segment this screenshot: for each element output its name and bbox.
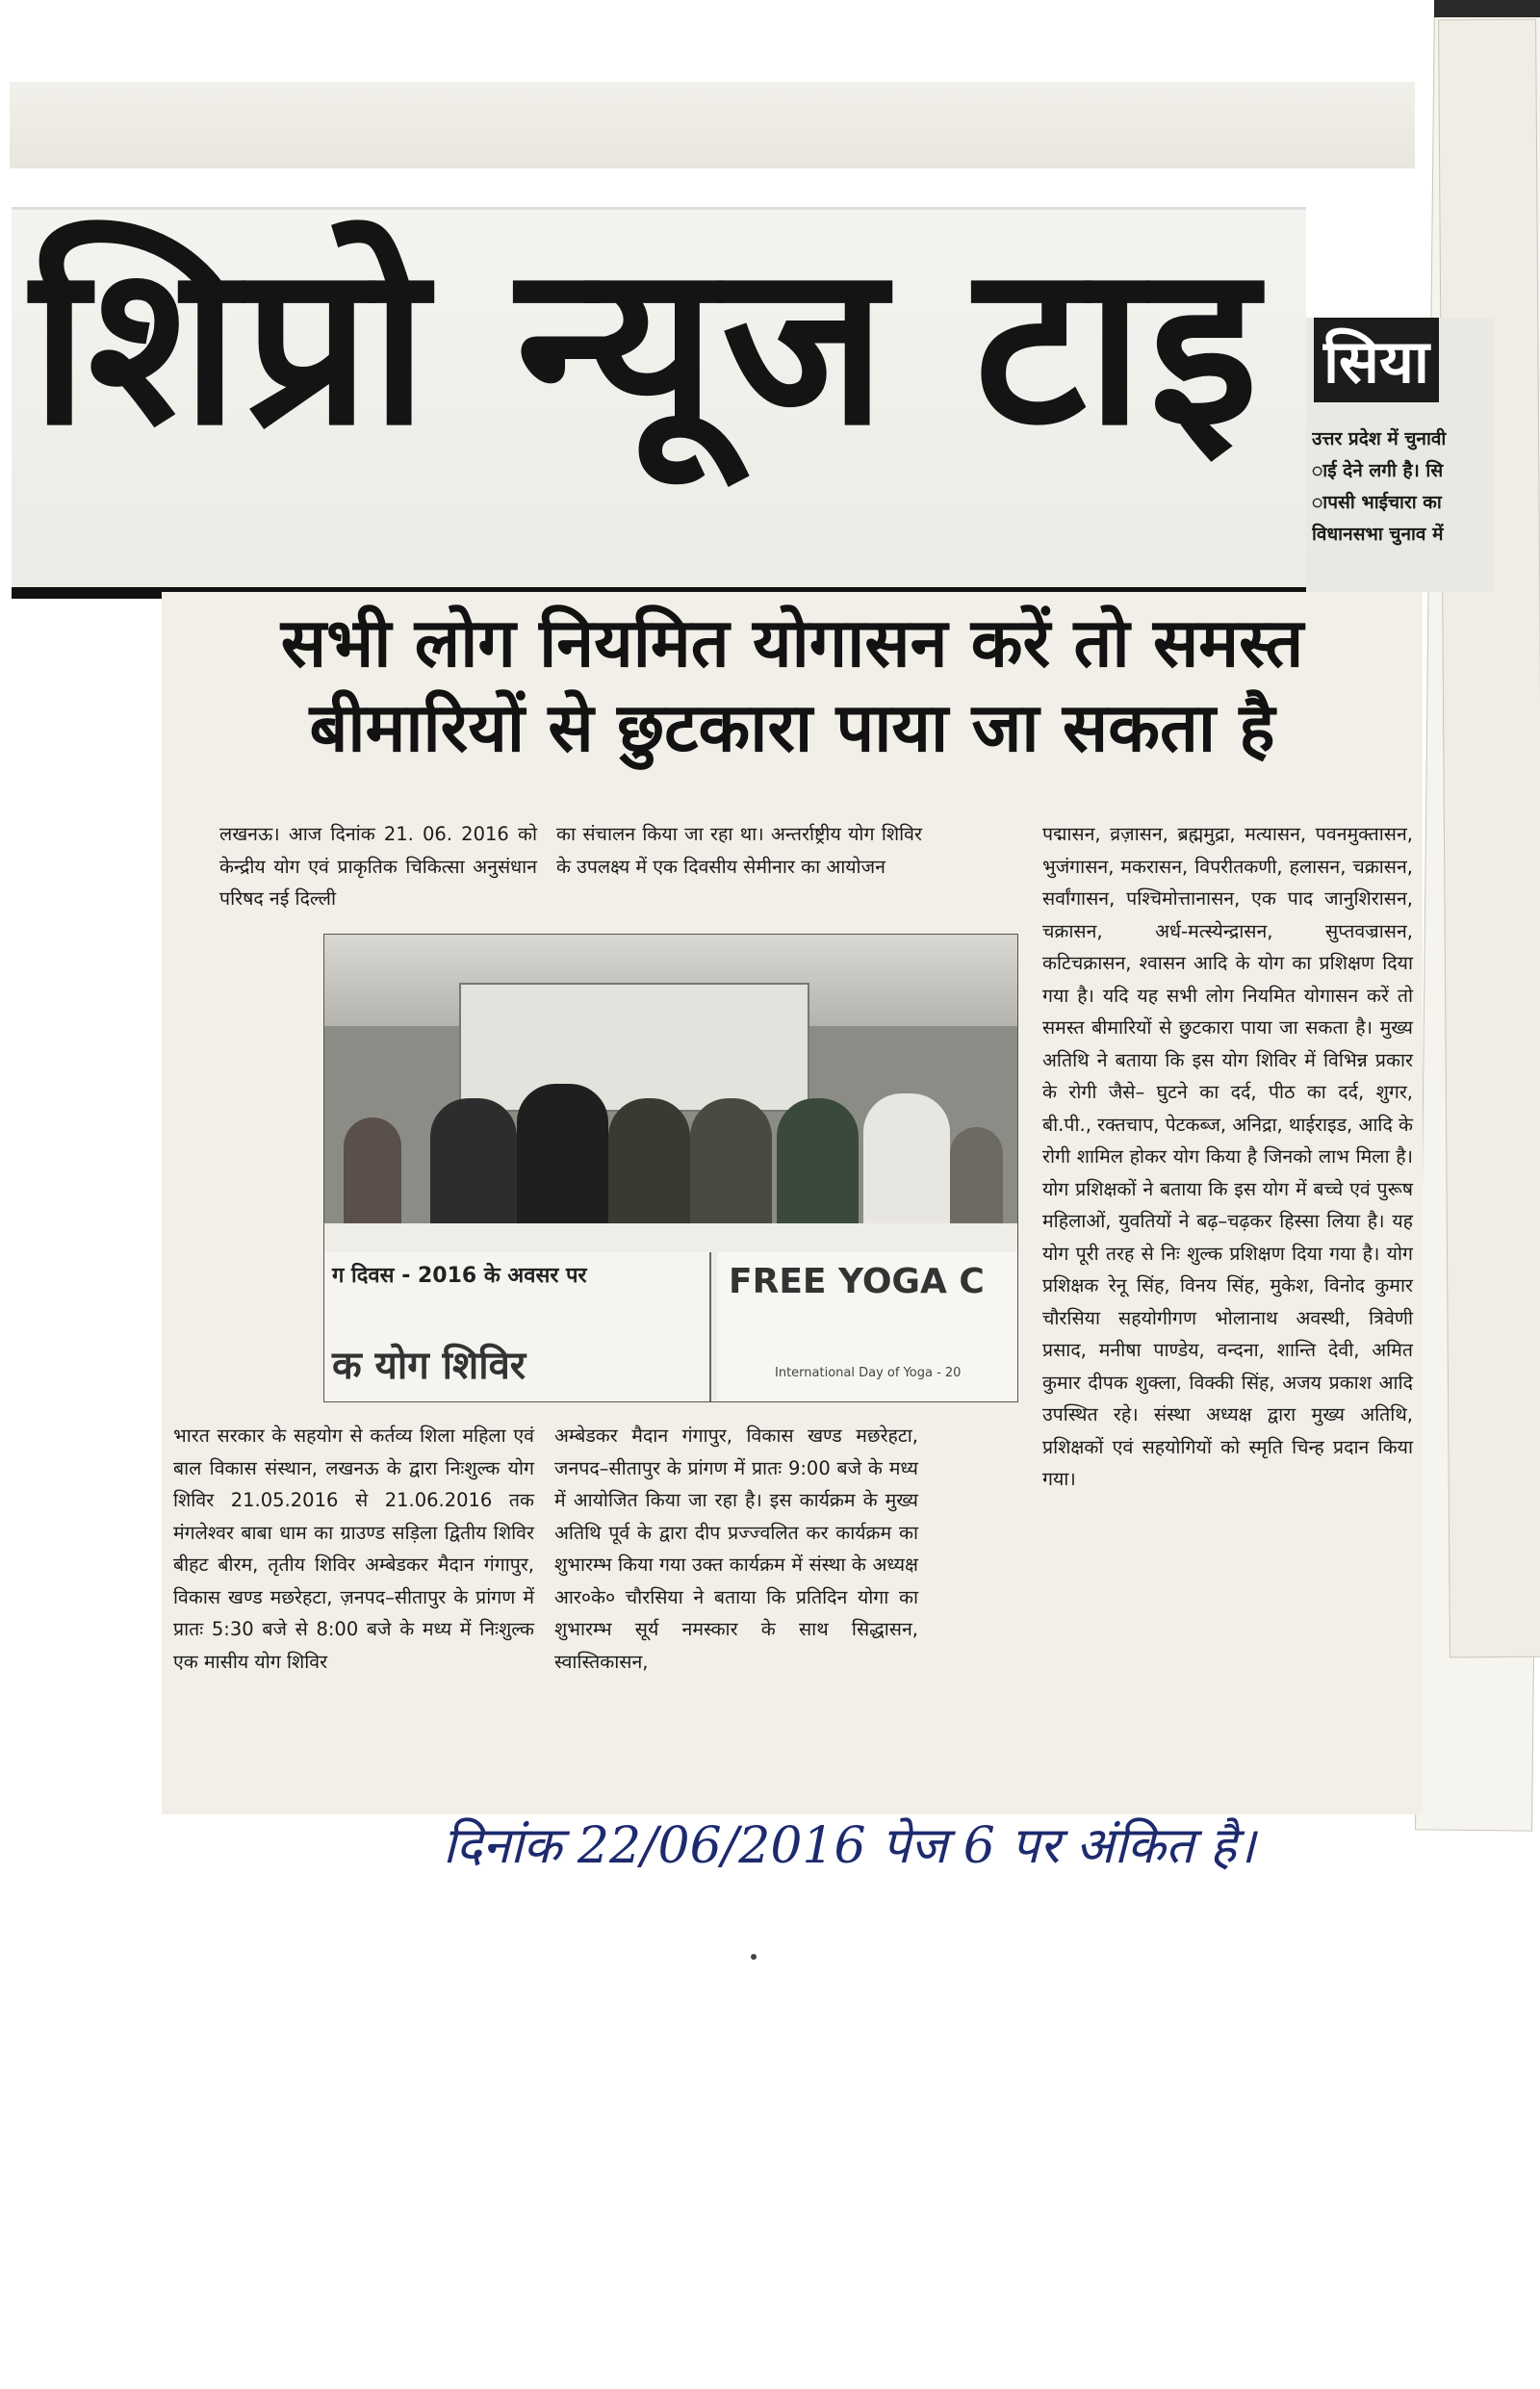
news-article [162, 592, 1423, 1814]
photo-people [324, 1079, 1017, 1243]
banner-hindi-big: क योग शिविर [332, 1344, 526, 1388]
article-column-3 [1042, 818, 1413, 1496]
teaser-text [1312, 424, 1494, 551]
article-paragraph: लखनऊ। आज दिनांक 21. 06. 2016 को केन्द्रीय योग एवं प्राकृतिक चिकित्सा अनुसंधान परिषद नई दिल्ली [219, 823, 537, 910]
headline-line-1: सभी लोग नियमित योगासन करें तो समस्त [280, 604, 1304, 682]
ink-dot [751, 1954, 757, 1960]
dark-corner [1434, 0, 1540, 17]
sidebar-teaser [1306, 318, 1494, 592]
event-photo [323, 934, 1018, 1402]
article-column-2-bottom [554, 1420, 918, 1678]
person [777, 1098, 859, 1243]
photo-banner-hindi [324, 1252, 711, 1401]
person [863, 1093, 950, 1243]
masthead-title: शिप्रो न्यूज टाइ [31, 218, 1264, 475]
article-paragraph: भारत सरकार के सहयोग से कर्तव्य शिला महिला एवं बाल विकास संस्थान, लखनऊ के द्वारा निःशुल्क योग शिविर 21.05.2016 से 21.06.2016 तक मंगलेश्वर बाबा धाम का ग्राउण्ड सड़िला द्वितीय शिविर बीहट बीरम, तृतीय शिविर अम्बेडकर मैदान गंगापुर, विकास खण्ड मछरेहटा, ज़नपद–सीतापुर के प्रांगण में प्रातः 5:30 बजे से 8:00 बजे के मध्य में निःशुल्क एक मासीय योग शिविर [173, 1425, 534, 1673]
article-paragraph: का संचालन किया जा रहा था। अन्तर्राष्ट्रीय योग शिविर के उपलक्ष्य में एक दिवसीय सेमीनार का आयोजन [556, 823, 922, 878]
teaser-line: विधानसभा चुनाव में [1312, 524, 1444, 545]
free-yoga-text: FREE YOGA C [729, 1262, 985, 1301]
photo-banner-english [717, 1252, 1017, 1401]
article-column-1-top [219, 818, 537, 915]
person [690, 1098, 772, 1243]
article-column-1-bottom [173, 1420, 534, 1678]
upper-clipping-strip [10, 82, 1415, 168]
handwritten-date-note: दिनांक 22/06/2016 पेज 6 पर अंकित है। [443, 1817, 1256, 1875]
article-headline [162, 602, 1423, 770]
person [430, 1098, 517, 1243]
article-paragraph: पद्मासन, व्रज़ासन, ब्रह्ममुद्रा, मत्यासन, पवनमुक्तासन, भुजंगासन, मकरासन, विपरीतकणी, हलासन, चक्रासन, सर्वांगासन, पश्चिमोत्तानासन, एक पाद जानुशिरासन, चक्रासन, अर्ध-मत्स्येन्द्रासन, सुप्तवज्रासन, कटिचक्रासन, श्वासन आदि के योग का प्रशिक्षण दिया गया है। यदि यह सभी लोग नियमित योगासन करें तो समस्त बीमारियों से छुटकारा पाया जा सकता है। मुख्य अतिथि ने बताया कि इस योग शिविर में विभिन्न प्रकार के रोगी जैसे– घुटने का दर्द, पीठ का दर्द, शुगर, बी.पी., रक्तचाप, पेटकब्ज, अनिद्रा, थाईराइड, आदि के रोगी शामिल होकर योग किया है जिनको लाभ मिला है। योग प्रशिक्षकों ने बताया कि इस योग में बच्चे एवं पुरूष महिलाओं, युवतियों ने बढ़–चढ़कर हिस्सा लिया है। यह योग पूरी तरह से निः शुल्क प्रशिक्षण दिया गया है। योग प्रशिक्षक रेनू सिंह, विनय सिंह, मुकेश, विनोद कुमार चौरसिया सहयोगीगण भोलानाथ अवस्थी, त्रिवेणी प्रसाद, मनीषा पाण्डेय, वन्दना, शान्ति देवी, अमित कुमार दीपक शुक्ला, विक्की सिंह, अजय प्रकाश आदि उपस्थित रहे। संस्था अध्यक्ष द्वारा मुख्य अतिथि, प्रशिक्षकों एवं सहयोगियों को स्मृति चिन्ह प्रदान किया गया। [1042, 823, 1413, 1490]
banner-hindi-line: ग दिवस - 2016 के अवसर पर [332, 1264, 587, 1288]
teaser-line: उत्तर प्रदेश में चुनावी [1312, 428, 1447, 450]
back-clipping [1438, 19, 1540, 1658]
headline-line-2: बीमारियों से छुटकारा पाया जा सकता है [309, 687, 1275, 767]
person [517, 1084, 608, 1243]
person [608, 1098, 690, 1243]
newspaper-masthead [12, 207, 1306, 590]
teaser-line: ापसी भाईचारा का [1312, 492, 1442, 513]
article-paragraph: अम्बेडकर मैदान गंगापुर, विकास खण्ड मछरेहटा, जनपद–सीतापुर के प्रांगण में प्रातः 9:00 बजे के मध्य में आयोजित किया जा रहा है। इस कार्यक्रम के मुख्य अतिथि पूर्व के द्वारा दीप प्रज्ज्वलित कर कार्यक्रम का शुभारम्भ किया गया उक्त कार्यक्रम में संस्था के अध्यक्ष आर०के० चौरसिया ने बताया कि प्रतिदिन योगा का शुभारम्भ सूर्य नमस्कार के साथ सिद्धासन, स्वास्तिकासन, [554, 1425, 918, 1673]
teaser-line: ाई देने लगी है। सि [1312, 460, 1444, 481]
teaser-heading: सिया [1314, 318, 1439, 402]
yoga-day-text: International Day of Yoga - 20 [775, 1366, 962, 1380]
article-column-2-top [556, 818, 922, 883]
